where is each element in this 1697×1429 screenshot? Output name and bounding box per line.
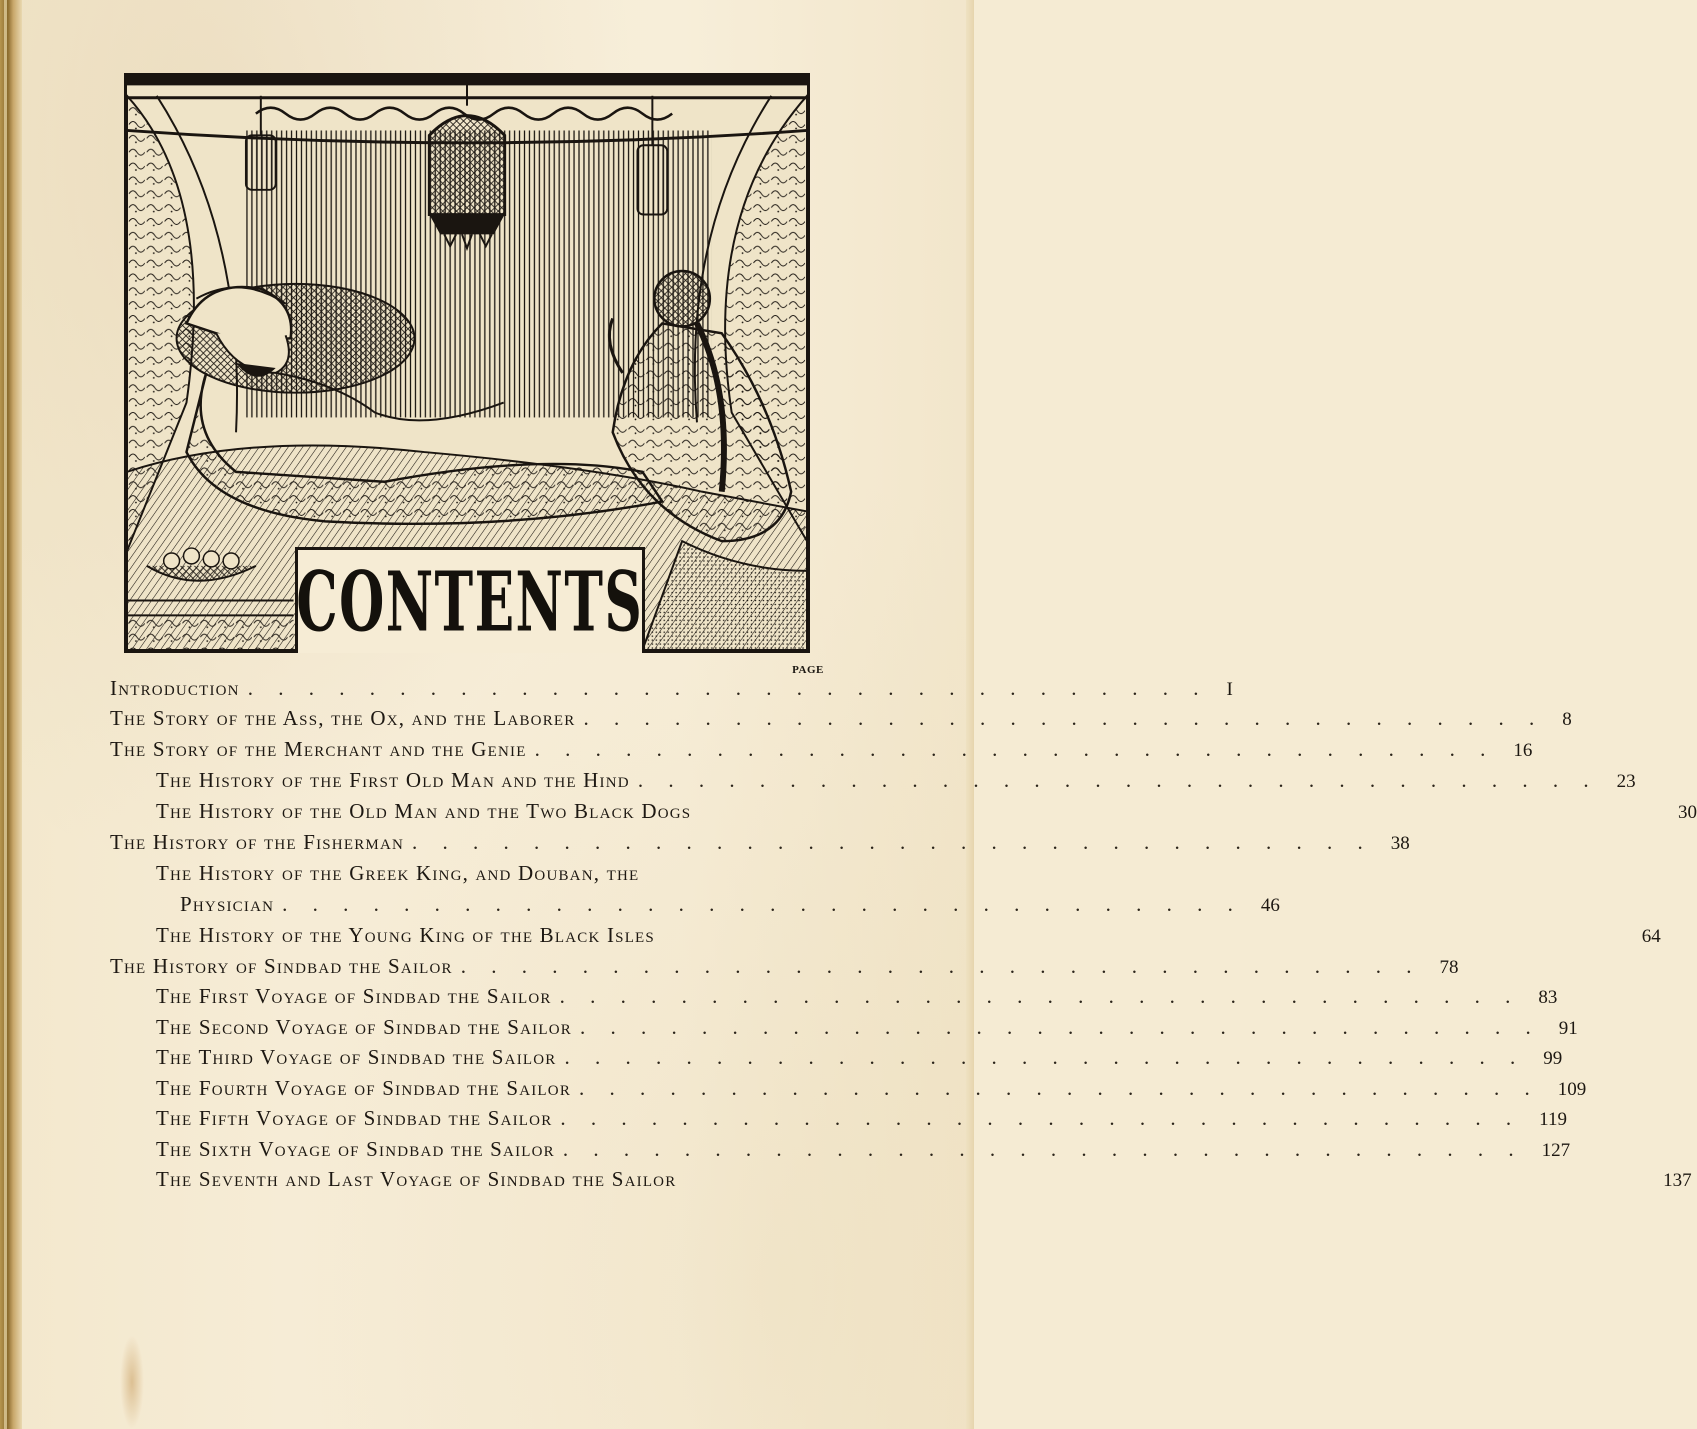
paper-stain bbox=[120, 1335, 144, 1429]
toc-entry[interactable] bbox=[110, 954, 1459, 984]
dot-leader: . . . . . . . . . . . . . . . . . . . . . . . . . . . . . . . . bbox=[579, 1015, 1541, 1039]
toc-entry-page-number: 8 bbox=[1562, 709, 1572, 730]
dot-leader: . . . . . . . . . . . . . . . . . . . . . . . . . . . . . . . . bbox=[534, 737, 1496, 761]
toc-entry[interactable] bbox=[156, 984, 1558, 1014]
toc-entry-title: The First Voyage of Sindbad the Sailor bbox=[156, 984, 552, 1008]
toc-entry-title: The History of the Young King of the Black Isles bbox=[156, 923, 655, 947]
toc-entry[interactable] bbox=[110, 830, 1410, 860]
toc-entry-title: The History of the Fisherman bbox=[110, 830, 405, 854]
dot-leader: . . . . . . . . . . . . . . . . . . . . . . . . . . . . . . . . bbox=[579, 1076, 1540, 1100]
page-column-label: PAGE bbox=[792, 664, 824, 676]
toc-entry[interactable] bbox=[180, 892, 1280, 922]
toc-entry[interactable] bbox=[110, 706, 1572, 736]
toc-entry-title: The History of Sindbad the Sailor bbox=[110, 954, 453, 978]
toc-entry-title: The Story of the Merchant and the Genie bbox=[110, 737, 527, 761]
dot-leader: . . . . . . . . . . . . . . . . . . . . . . . . . . . . . . . . bbox=[562, 1137, 1524, 1161]
dot-leader: . . . . . . . . . . . . . . . . . . . . . . . . . . . . . . . . bbox=[412, 830, 1373, 854]
toc-entry[interactable] bbox=[156, 923, 1661, 953]
toc-entry[interactable] bbox=[156, 861, 826, 891]
toc-entry-page-number: 127 bbox=[1541, 1140, 1571, 1161]
dot-leader: . . . . . . . . . . . . . . . . . . . . . . . . . . . . . . . . bbox=[247, 676, 1209, 700]
toc-entry[interactable] bbox=[156, 1045, 1563, 1075]
dot-leader: . . . . . . . . . . . . . . . . . . . . . . . . . . . . . . . . bbox=[282, 892, 1243, 916]
toc-entry-title: The Second Voyage of Sindbad the Sailor bbox=[156, 1015, 572, 1039]
toc-entry-page-number: 23 bbox=[1616, 771, 1636, 792]
toc-entry-page-number: 16 bbox=[1513, 740, 1533, 761]
toc-entry-page-number: 38 bbox=[1390, 833, 1410, 854]
toc-entry-page-number: 64 bbox=[1641, 926, 1661, 947]
header-illustration bbox=[124, 73, 810, 653]
toc-entry-title: The Third Voyage of Sindbad the Sailor bbox=[156, 1045, 557, 1069]
toc-entry[interactable] bbox=[156, 768, 1636, 798]
toc-entry-title: The Sixth Voyage of Sindbad the Sailor bbox=[156, 1137, 555, 1161]
toc-entry-title: Physician bbox=[180, 892, 275, 916]
contents-title-panel bbox=[295, 547, 645, 653]
toc-entry-page-number: 137 bbox=[1663, 1170, 1692, 1191]
dot-leader: . . . . . . . . . . . . . . . . . . . . . . . . . . . . . . . . bbox=[637, 768, 1599, 792]
toc-entry-title: The History of the First Old Man and the Hind bbox=[156, 768, 630, 792]
dot-leader: . . . . . . . . . . . . . . . . . . . . . . . . . . . . . . . . bbox=[460, 954, 1422, 978]
toc-entry-title: The History of the Greek King, and Douban, the bbox=[156, 861, 640, 885]
toc-entry-page-number: 46 bbox=[1260, 895, 1280, 916]
toc-entry-page-number: 30 bbox=[1678, 802, 1697, 823]
toc-entry-title: The Story of the Ass, the Ox, and the Laborer bbox=[110, 706, 576, 730]
dot-leader: . . . . . . . . . . . . . . . . . . . . . . . . . . . . . . . . bbox=[564, 1045, 1526, 1069]
toc-entry-title: The Seventh and Last Voyage of Sindbad the Sailor bbox=[156, 1167, 677, 1191]
binding-highlight bbox=[4, 0, 7, 1429]
toc-entry-page-number: 91 bbox=[1558, 1018, 1578, 1039]
toc-entry-page-number: 109 bbox=[1557, 1079, 1587, 1100]
toc-entry-title: The History of the Old Man and the Two Black Dogs bbox=[156, 799, 692, 823]
toc-entry[interactable] bbox=[156, 1167, 1692, 1197]
toc-entry-page-number: 78 bbox=[1439, 957, 1459, 978]
dot-leader: . . . . . . . . . . . . . . . . . . . . . . . . . . . . . . . . bbox=[583, 706, 1545, 730]
toc-entry-page-number: 119 bbox=[1539, 1109, 1567, 1130]
toc-entry-page-number: 83 bbox=[1538, 987, 1558, 1008]
toc-entry[interactable] bbox=[156, 1106, 1567, 1136]
toc-entry[interactable] bbox=[110, 737, 1533, 767]
toc-entry[interactable] bbox=[156, 799, 1697, 829]
toc-entry[interactable] bbox=[156, 1137, 1571, 1167]
dot-leader: . . . . . . . . . . . . . . . . . . . . . . . . . . . . . . . . bbox=[560, 1106, 1522, 1130]
toc-entry-page-number: I bbox=[1226, 679, 1233, 700]
toc-entry[interactable] bbox=[156, 1015, 1578, 1045]
dot-leader: . . . . . . . . . . . . . . . . . . . . . . . . . . . . . . . . bbox=[559, 984, 1521, 1008]
toc-entry-title: The Fifth Voyage of Sindbad the Sailor bbox=[156, 1106, 553, 1130]
toc-entry[interactable] bbox=[110, 676, 1233, 706]
toc-entry[interactable] bbox=[156, 1076, 1587, 1106]
page-title: CONTENTS bbox=[296, 552, 644, 650]
toc-entry-page-number: 99 bbox=[1543, 1048, 1563, 1069]
toc-entry-title: The Fourth Voyage of Sindbad the Sailor bbox=[156, 1076, 572, 1100]
toc-entry-title: Introduction bbox=[110, 676, 240, 700]
